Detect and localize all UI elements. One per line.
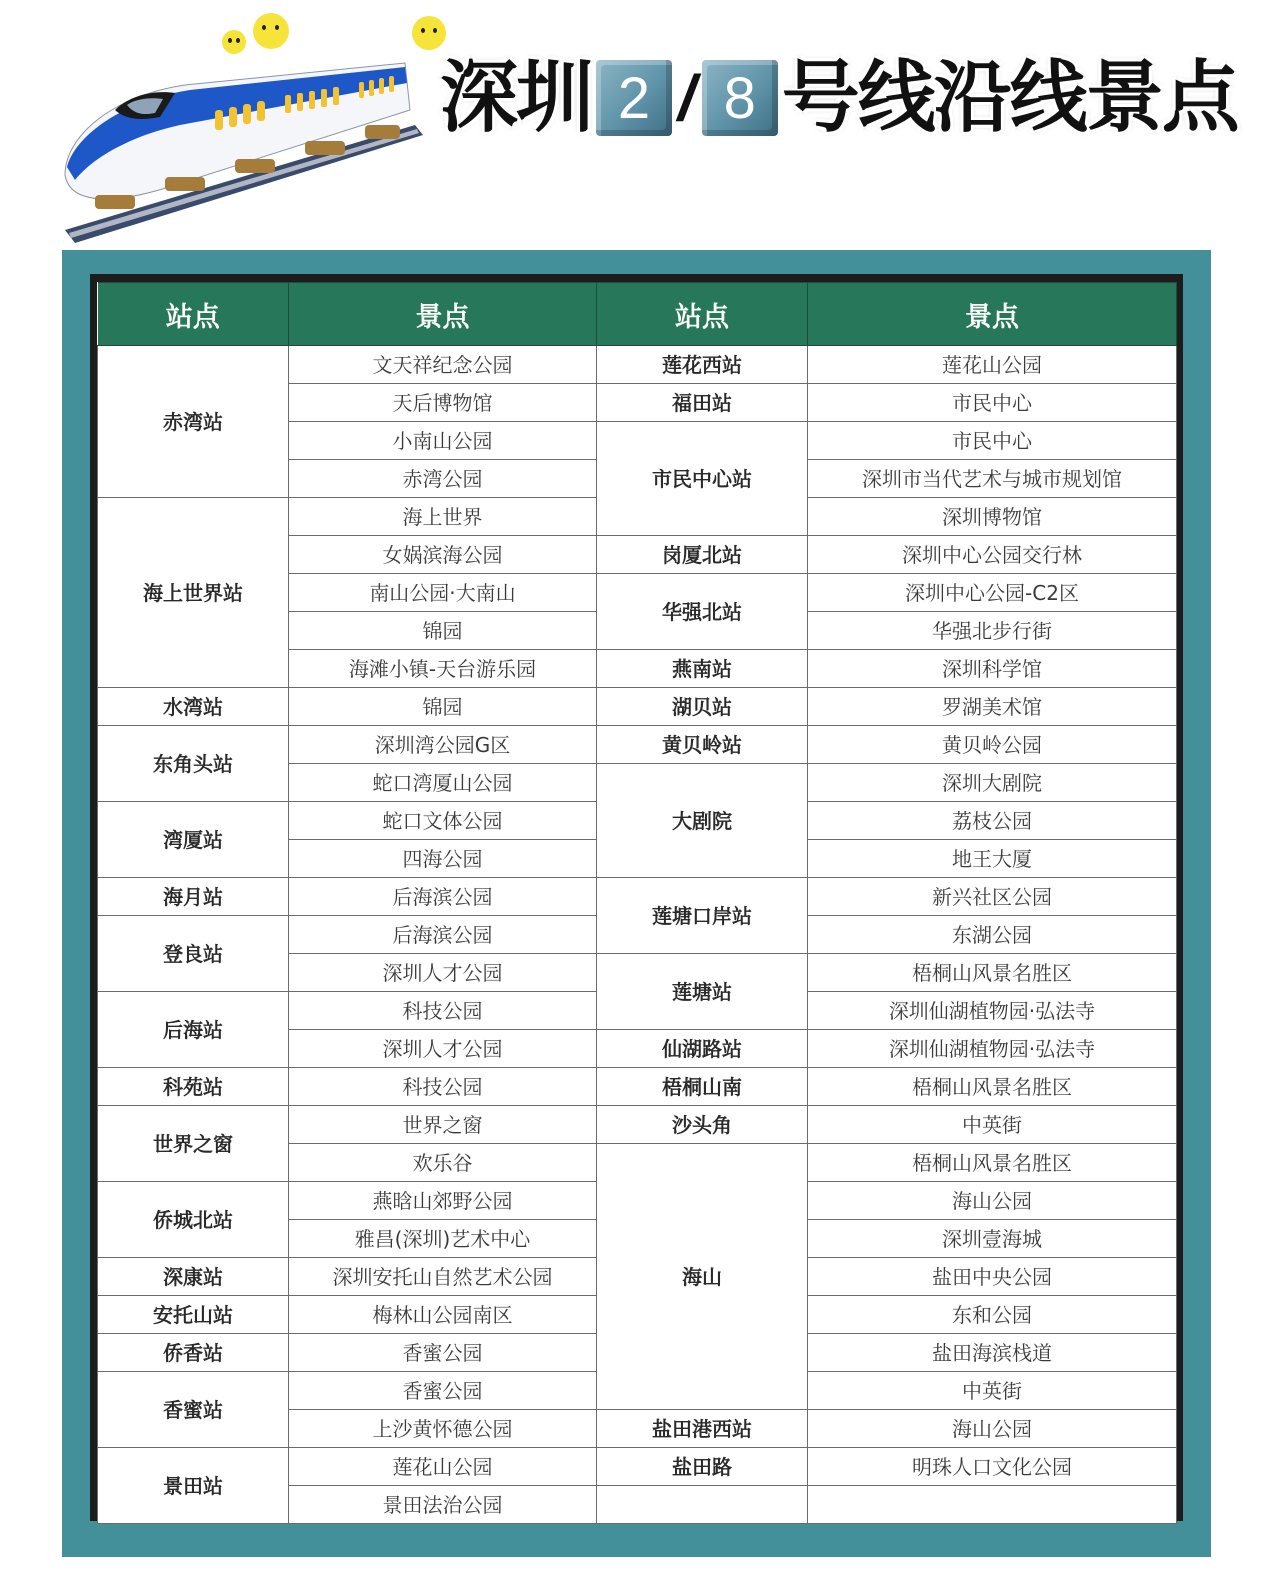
attraction-cell-line8: 荔枝公园 — [808, 802, 1177, 840]
attraction-cell-line8: 中英街 — [808, 1372, 1177, 1410]
station-cell-line8: 莲塘站 — [597, 954, 808, 1030]
station-cell-line2: 海上世界站 — [98, 498, 289, 688]
attraction-cell-line8: 梧桐山风景名胜区 — [808, 1144, 1177, 1182]
attraction-cell-line8: 梧桐山风景名胜区 — [808, 1068, 1177, 1106]
attraction-cell-line8: 明珠人口文化公园 — [808, 1448, 1177, 1486]
station-cell-line8: 莲花西站 — [597, 346, 808, 384]
attraction-cell-line8: 地王大厦 — [808, 840, 1177, 878]
attraction-cell-line2: 小南山公园 — [289, 422, 597, 460]
station-cell-line2: 科苑站 — [98, 1068, 289, 1106]
table-panel — [62, 250, 1211, 1557]
station-cell-line2: 安托山站 — [98, 1296, 289, 1334]
attraction-cell-line2: 莲花山公园 — [289, 1448, 597, 1486]
table-frame — [90, 274, 1183, 1521]
station-cell-line8: 岗厦北站 — [597, 536, 808, 574]
attraction-cell-line2: 深圳安托山自然艺术公园 — [289, 1258, 597, 1296]
station-cell-line8: 福田站 — [597, 384, 808, 422]
station-cell-line2: 后海站 — [98, 992, 289, 1068]
station-cell-line2: 侨城北站 — [98, 1182, 289, 1258]
station-cell-line2: 赤湾站 — [98, 346, 289, 498]
station-cell-line8: 海山 — [597, 1144, 808, 1410]
header-station-left: 站点 — [98, 283, 289, 346]
attraction-cell-line2: 天后博物馆 — [289, 384, 597, 422]
station-cell-line2: 侨香站 — [98, 1334, 289, 1372]
station-cell-line2: 香蜜站 — [98, 1372, 289, 1448]
table-row — [98, 726, 1177, 764]
attraction-cell-line8: 深圳壹海城 — [808, 1220, 1177, 1258]
attraction-cell-line8: 海山公园 — [808, 1182, 1177, 1220]
emoji-face-icon — [412, 16, 446, 50]
attraction-cell-line2: 海上世界 — [289, 498, 597, 536]
table-row — [98, 1106, 1177, 1144]
station-cell-line8: 黄贝岭站 — [597, 726, 808, 764]
bullet-train-illustration — [55, 55, 425, 245]
line-8-badge: 8 — [702, 60, 778, 136]
attraction-cell-line8 — [808, 1486, 1177, 1524]
attraction-cell-line2: 梅林山公园南区 — [289, 1296, 597, 1334]
attraction-cell-line8: 深圳大剧院 — [808, 764, 1177, 802]
attraction-cell-line2: 蛇口湾厦山公园 — [289, 764, 597, 802]
station-cell-line8: 湖贝站 — [597, 688, 808, 726]
attraction-cell-line8: 东湖公园 — [808, 916, 1177, 954]
emoji-face-icon — [253, 13, 289, 49]
attraction-cell-line2: 赤湾公园 — [289, 460, 597, 498]
station-cell-line2: 东角头站 — [98, 726, 289, 802]
attraction-cell-line2: 世界之窗 — [289, 1106, 597, 1144]
table-row — [98, 346, 1177, 384]
attraction-cell-line2: 科技公园 — [289, 1068, 597, 1106]
attraction-cell-line8: 深圳博物馆 — [808, 498, 1177, 536]
title-separator: / — [678, 62, 696, 134]
attraction-cell-line8: 中英街 — [808, 1106, 1177, 1144]
attraction-cell-line8: 深圳科学馆 — [808, 650, 1177, 688]
station-cell-line2: 湾厦站 — [98, 802, 289, 878]
station-cell-line8: 仙湖路站 — [597, 1030, 808, 1068]
attraction-cell-line2: 后海滨公园 — [289, 916, 597, 954]
station-cell-line8: 华强北站 — [597, 574, 808, 650]
attraction-cell-line8: 深圳中心公园交行林 — [808, 536, 1177, 574]
attraction-cell-line2: 燕晗山郊野公园 — [289, 1182, 597, 1220]
station-cell-line8: 梧桐山南 — [597, 1068, 808, 1106]
station-cell-line8: 莲塘口岸站 — [597, 878, 808, 954]
page-title — [440, 48, 1238, 148]
attractions-table — [97, 282, 1177, 1524]
station-cell-line8: 盐田路 — [597, 1448, 808, 1486]
station-cell-line2: 水湾站 — [98, 688, 289, 726]
attraction-cell-line2: 女娲滨海公园 — [289, 536, 597, 574]
attraction-cell-line8: 深圳仙湖植物园·弘法寺 — [808, 992, 1177, 1030]
station-cell-line8: 盐田港西站 — [597, 1410, 808, 1448]
attraction-cell-line8: 海山公园 — [808, 1410, 1177, 1448]
attraction-cell-line2: 蛇口文体公园 — [289, 802, 597, 840]
title-suffix: 号线沿线景点 — [781, 53, 1238, 143]
station-cell-line8 — [597, 1486, 808, 1524]
attraction-cell-line2: 深圳人才公园 — [289, 954, 597, 992]
header-attraction-left: 景点 — [289, 283, 597, 346]
attraction-cell-line2: 深圳人才公园 — [289, 1030, 597, 1068]
station-cell-line2: 世界之窗 — [98, 1106, 289, 1182]
station-cell-line8: 沙头角 — [597, 1106, 808, 1144]
attraction-cell-line8: 东和公园 — [808, 1296, 1177, 1334]
station-cell-line8: 市民中心站 — [597, 422, 808, 536]
header-attraction-right: 景点 — [808, 283, 1177, 346]
attraction-cell-line8: 莲花山公园 — [808, 346, 1177, 384]
table-row — [98, 1448, 1177, 1486]
attraction-cell-line2: 香蜜公园 — [289, 1334, 597, 1372]
attraction-cell-line8: 梧桐山风景名胜区 — [808, 954, 1177, 992]
attraction-cell-line2: 锦园 — [289, 612, 597, 650]
title-prefix: 深圳 — [440, 53, 593, 143]
station-cell-line8: 燕南站 — [597, 650, 808, 688]
attraction-cell-line2: 深圳湾公园G区 — [289, 726, 597, 764]
table-row — [98, 688, 1177, 726]
table-row — [98, 1068, 1177, 1106]
station-cell-line2: 深康站 — [98, 1258, 289, 1296]
attraction-cell-line8: 盐田海滨栈道 — [808, 1334, 1177, 1372]
attraction-cell-line2: 香蜜公园 — [289, 1372, 597, 1410]
attraction-cell-line2: 欢乐谷 — [289, 1144, 597, 1182]
attraction-cell-line8: 华强北步行街 — [808, 612, 1177, 650]
station-cell-line8: 大剧院 — [597, 764, 808, 878]
station-cell-line2: 海月站 — [98, 878, 289, 916]
attraction-cell-line2: 文天祥纪念公园 — [289, 346, 597, 384]
station-cell-line2: 景田站 — [98, 1448, 289, 1524]
attraction-cell-line8: 新兴社区公园 — [808, 878, 1177, 916]
attraction-cell-line2: 景田法治公园 — [289, 1486, 597, 1524]
attraction-cell-line8: 市民中心 — [808, 384, 1177, 422]
attraction-cell-line8: 深圳市当代艺术与城市规划馆 — [808, 460, 1177, 498]
attraction-cell-line8: 黄贝岭公园 — [808, 726, 1177, 764]
table-header-row — [98, 283, 1177, 346]
station-cell-line2: 登良站 — [98, 916, 289, 992]
attraction-cell-line2: 后海滨公园 — [289, 878, 597, 916]
header-station-right: 站点 — [597, 283, 808, 346]
attraction-cell-line2: 四海公园 — [289, 840, 597, 878]
emoji-face-icon — [222, 30, 246, 54]
attraction-cell-line8: 深圳中心公园-C2区 — [808, 574, 1177, 612]
attraction-cell-line8: 市民中心 — [808, 422, 1177, 460]
attraction-cell-line2: 雅昌(深圳)艺术中心 — [289, 1220, 597, 1258]
banner — [0, 0, 1279, 250]
attraction-cell-line2: 海滩小镇-天台游乐园 — [289, 650, 597, 688]
attraction-cell-line2: 锦园 — [289, 688, 597, 726]
attraction-cell-line2: 科技公园 — [289, 992, 597, 1030]
line-2-badge: 2 — [596, 60, 672, 136]
attraction-cell-line8: 盐田中央公园 — [808, 1258, 1177, 1296]
attraction-cell-line2: 南山公园·大南山 — [289, 574, 597, 612]
table-row — [98, 878, 1177, 916]
table-body — [98, 346, 1177, 1524]
attraction-cell-line8: 罗湖美术馆 — [808, 688, 1177, 726]
attraction-cell-line8: 深圳仙湖植物园·弘法寺 — [808, 1030, 1177, 1068]
attraction-cell-line2: 上沙黄怀德公园 — [289, 1410, 597, 1448]
